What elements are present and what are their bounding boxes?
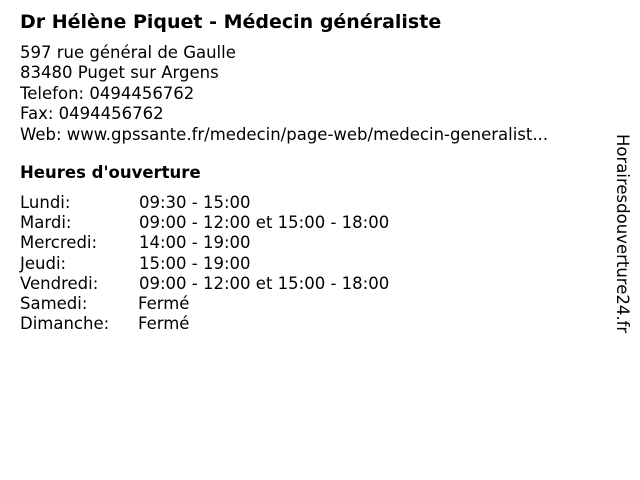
day-label: Mardi:	[20, 213, 72, 233]
day-label: Mercredi:	[20, 233, 98, 253]
address-street: 597 rue général de Gaulle	[20, 43, 236, 62]
day-label: Vendredi:	[20, 273, 99, 293]
day-label: Dimanche:	[20, 314, 110, 334]
phone-number: Telefon: 0494456762	[20, 83, 195, 103]
day-label: Samedi:	[20, 293, 88, 313]
day-label: Lundi:	[20, 193, 71, 212]
time-value: Fermé	[138, 293, 190, 313]
fax-number: Fax: 0494456762	[20, 104, 164, 124]
page-title: Dr Hélène Piquet - Médecin généraliste	[20, 11, 442, 33]
time-value: Fermé	[138, 314, 190, 334]
time-value: 09:30 - 15:00	[139, 193, 251, 212]
address-city: 83480 Puget sur Argens	[20, 63, 219, 83]
time-value: 09:00 - 12:00 et 15:00 - 18:00	[139, 273, 390, 293]
time-value: 09:00 - 12:00 et 15:00 - 18:00	[139, 213, 390, 233]
time-value: 15:00 - 19:00	[139, 253, 251, 273]
time-value: 14:00 - 19:00	[139, 233, 251, 253]
contact-block	[20, 43, 548, 145]
site-watermark: Horairesdouverture24.fr	[613, 134, 632, 334]
opening-hours-heading: Heures d'ouverture	[20, 163, 201, 182]
day-label: Jeudi:	[20, 253, 67, 273]
website-link[interactable]: Web: www.gpssante.fr/medecin/page-web/medecin-generalist...	[20, 124, 549, 144]
